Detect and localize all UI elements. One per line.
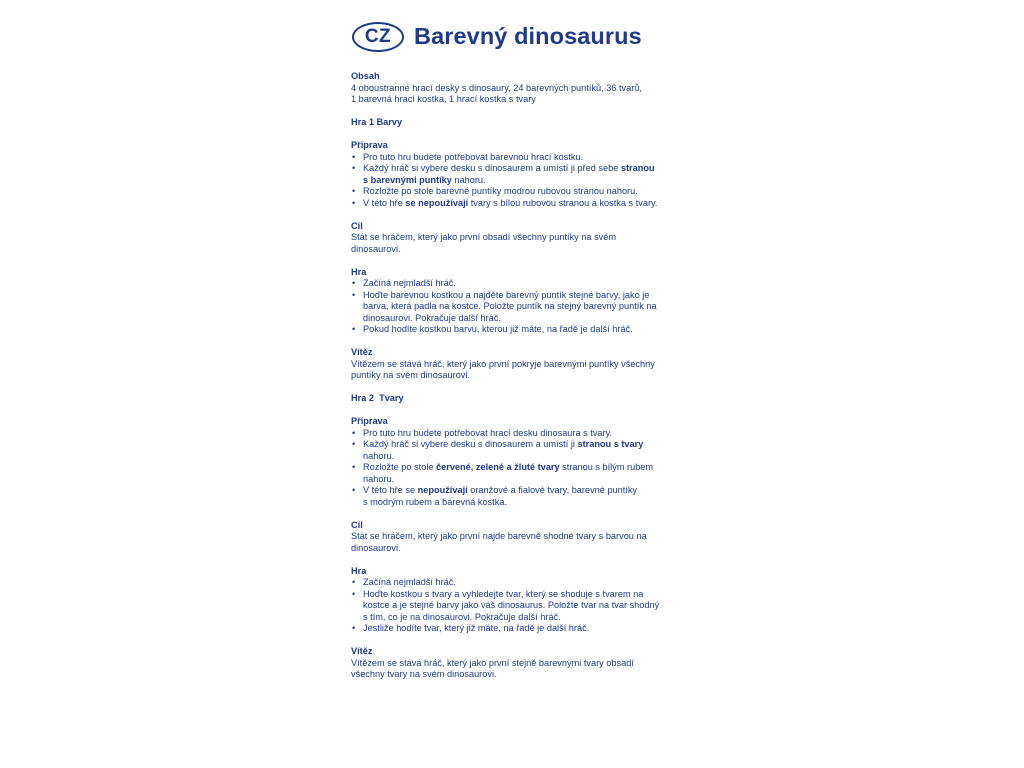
game1-setup-list — [351, 152, 681, 210]
list-item: • V této hře se nepoužívají oranžové a fialové tvary, barevné puntíky s modrým rubem a barevná kostka. — [351, 485, 681, 508]
game2-setup-list — [351, 428, 681, 509]
list-item: • Pro tuto hru budete potřebovat barevnou hrací kostku. — [351, 152, 681, 164]
game1-winner-text: puntíky na svém dinosaurovi. — [351, 370, 470, 380]
game2-winner-text: Vítězem se stává hráč, který jako první stejně barevnými tvary obsadí — [351, 657, 634, 668]
document-header — [352, 20, 681, 54]
game1-setup-heading: Příprava — [351, 140, 388, 150]
game2-setup-heading: Příprava — [351, 416, 388, 426]
list-item: • Rozložte po stole červené, zelené a žluté tvary stranou s bílým rubem nahoru. — [351, 462, 681, 485]
list-item: • Hoďte kostkou s tvary a vyhledejte tvar, který se shoduje s tvarem na kostce a je stejné barvy jako váš dinosaurus. Položte tvar na tvar shodný s tím, co je na dinosaurovi. Pokračuje další hráč. — [351, 589, 681, 624]
game2-play-list — [351, 577, 681, 635]
game2-goal-text: dinosaurovi. — [351, 542, 401, 553]
game1-winner-text: Vítězem se stává hráč, který jako první pokryje barevnými puntíky všechny — [351, 358, 655, 369]
game2-winner-heading: Vítěz — [351, 646, 373, 656]
game1-goal-heading: Cíl — [351, 220, 363, 231]
game2-goal-heading: Cíl — [351, 519, 363, 530]
list-item: • Rozložte po stole barevné puntíky modrou rubovou stranou nahoru. — [351, 186, 681, 198]
instruction-document — [351, 20, 681, 681]
game2-play-heading: Hra — [351, 565, 367, 576]
contents-line: 1 barevná hrací kostka, 1 hrací kostka s tvary — [351, 94, 536, 104]
list-item: • Pokud hodíte kostkou barvu, kterou již máte, na řadě je další hráč. — [351, 324, 681, 336]
language-badge: CZ — [352, 22, 404, 52]
game2-title: Hra 2 Tvary — [351, 393, 404, 403]
list-item: • Začíná nejmladší hráč. — [351, 577, 681, 589]
contents-heading: Obsah — [351, 71, 380, 81]
page-title: Barevný dinosaurus — [414, 23, 642, 50]
game1-winner-heading: Vítěz — [351, 347, 373, 357]
list-item: • Jestliže hodíte tvar, který již máte, na řadě je další hráč. — [351, 623, 681, 635]
game1-goal-text: Stát se hráčem, který jako první obsadí všechny puntíky na svém — [351, 232, 617, 242]
game1-play-heading: Hra — [351, 266, 367, 277]
list-item: • Pro tuto hru budete potřebovat hrací desku dinosaura s tvary. — [351, 428, 681, 440]
list-item: • Každý hráč si vybere desku s dinosaurem a umístí ji stranou s tvary nahoru. — [351, 439, 681, 462]
document-body — [351, 71, 681, 681]
list-item: • V této hře se nepoužívají tvary s bílou rubovou stranou a kostka s tvary. — [351, 198, 681, 210]
game1-title: Hra 1 Barvy — [351, 117, 403, 127]
game1-play-list — [351, 278, 681, 336]
list-item: • Začíná nejmladší hráč. — [351, 278, 681, 290]
game1-goal-text: dinosaurovi. — [351, 243, 401, 254]
list-item: • Hoďte barevnou kostkou a najděte barevný puntík stejné barvy, jako je barva, která padla na kostce. Položte puntík na stejný barevný puntík na dinosaurovi. Pokračuje další hráč. — [351, 290, 681, 325]
game2-goal-text: Stát se hráčem, který jako první najde barevně shodné tvary s barvou na — [351, 531, 647, 541]
list-item: • Každý hráč si vybere desku s dinosaurem a umístí ji před sebe stranou s barevnými puntíky nahoru. — [351, 163, 681, 186]
contents-line: 4 oboustranné hrací desky s dinosaury, 24 barevných puntíků, 36 tvarů, — [351, 82, 642, 93]
game2-winner-text: všechny tvary na svém dinosaurovi. — [351, 669, 497, 679]
